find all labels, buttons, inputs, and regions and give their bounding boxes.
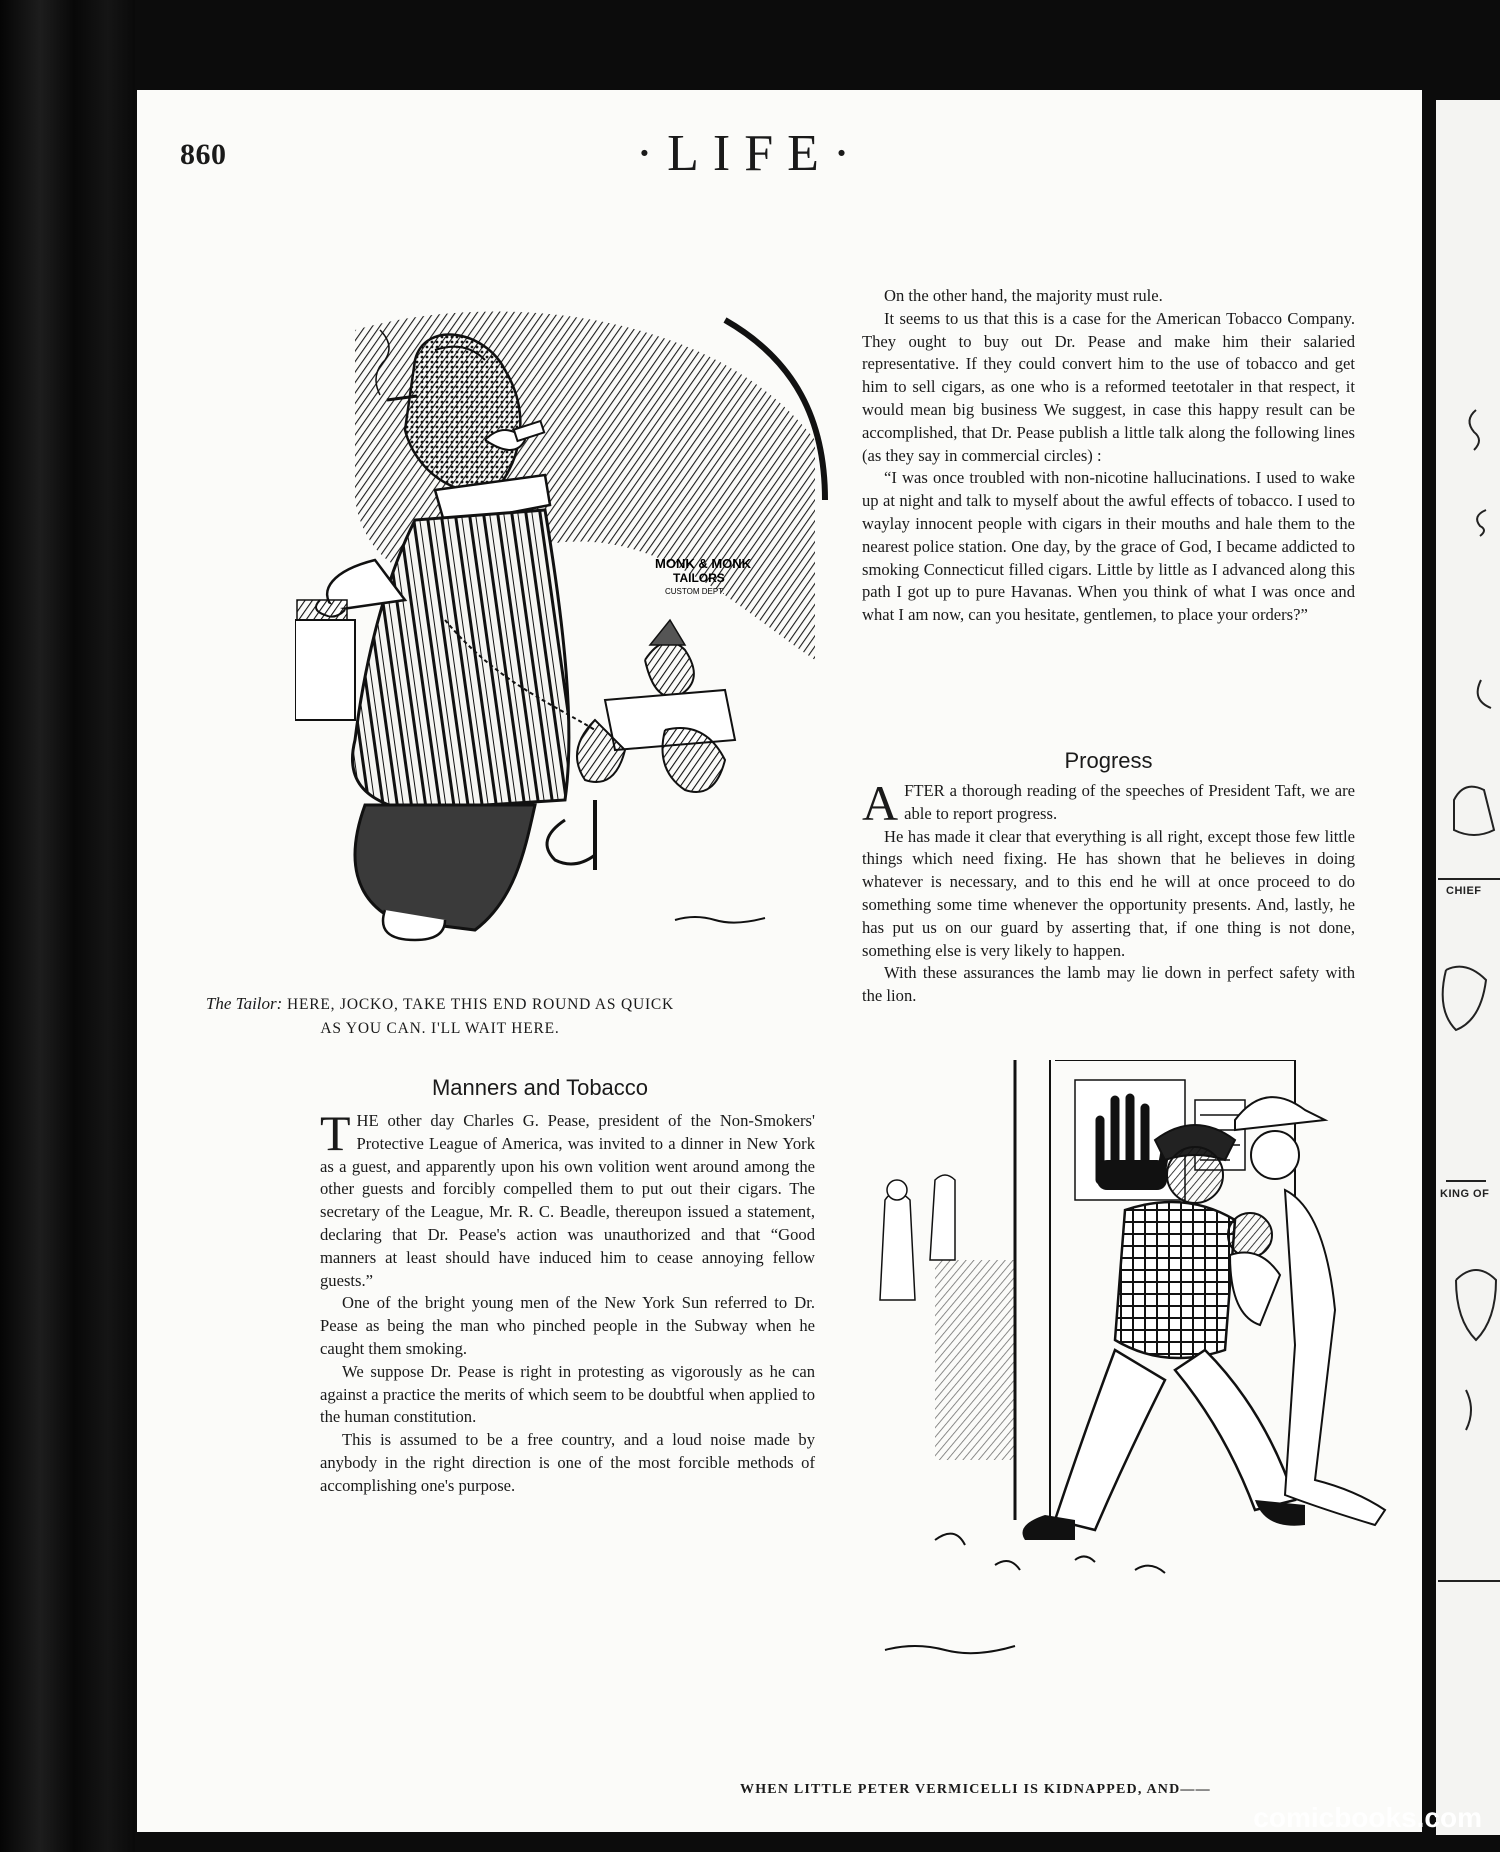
progress-paragraph-3: With these assurances the lamb may lie down in perfect safety with the lion. [862, 963, 1355, 1006]
adjacent-page-fragment [1436, 100, 1500, 1835]
drop-cap-t: T [320, 1105, 351, 1161]
progress-title: Progress [1064, 748, 1153, 773]
adjacent-label-king: KING OF [1440, 1188, 1490, 1200]
kidnapping-caption: WHEN LITTLE PETER VERMICELLI IS KIDNAPPED, AND—— [740, 1782, 1211, 1797]
shop-sign-line-3: CUSTOM DEPT. [665, 587, 725, 596]
tailor-caption [150, 992, 730, 1041]
manners-paragraph-3: We suppose Dr. Pease is right in protesting as vigorously as he can against a practice the merits of which seem to be doubtful when applied to the human constitution. [320, 1361, 815, 1427]
right-paragraph-3: “I was once troubled with non-nicotine hallucinations. I used to wake up at night and talk to myself about the awful effects of tobacco. I used to waylay innocent people with cigars in their mouths and hale them to the nearest police station. One day, by the grace of God, I became addicted to smoking Connecticut filled cigars. Little by little as I advanced along this path I got up to pure Havanas. When you think of what I was once and what I am now, can you hesitate, gentlemen, to place your orders?” [862, 468, 1355, 625]
shop-sign-line-2: TAILORS [673, 571, 725, 585]
adjacent-rule [1438, 1580, 1500, 1582]
masthead: ·LIFE· [635, 125, 865, 182]
adjacent-rule [1446, 1180, 1486, 1182]
manners-paragraph-2: One of the bright young men of the New York Sun referred to Dr. Pease as being the man who pinched people in the Subway when he caught them smoking. [320, 1293, 815, 1358]
drop-cap-a: A [862, 775, 899, 831]
caption-line-2: AS YOU CAN. I'LL WAIT HERE. [320, 1020, 560, 1037]
caption-line-1: HERE, JOCKO, TAKE THIS END ROUND AS QUICK [286, 996, 675, 1013]
progress-paragraph-1: AFTER a thorough reading of the speeches of President Taft, we are able to report progress. [862, 775, 1355, 831]
progress-paragraph-2: He has made it clear that everything is all right, except those few little things which need fixing. He has shown that he believes in doing whatever is necessary, and to this end he will at once proceed to do something some time whenever the opportunity presents. And, lastly, he has put us on our guard by asserting that, if one thing is not done, something else is very likely to happen. [862, 826, 1355, 960]
page-number: 860 [180, 138, 227, 171]
tailor-cartoon [295, 300, 840, 980]
adjacent-rule [1438, 878, 1500, 880]
right-column-text [862, 285, 1355, 627]
manners-paragraph-4: This is assumed to be a free country, and a loud noise made by anybody in the right direction is one of the most forcible methods of accomplishing one's purpose. [320, 1430, 815, 1495]
manners-title: Manners and Tobacco [431, 1075, 649, 1100]
progress-article-body [862, 775, 1355, 1008]
manners-article-body [320, 1105, 815, 1498]
watermark: comicbooks.com [1253, 1802, 1482, 1833]
adjacent-label-chief: CHIEF [1446, 885, 1482, 897]
kidnapping-cartoon [875, 1060, 1415, 1760]
adjacent-page-sketches [1436, 100, 1500, 1835]
right-paragraph-2: It seems to us that this is a case for the American Tobacco Company. They ought to buy out Dr. Pease and make him their salaried representative. If they could convert him to the use of tobacco and get him to sell cigars, as one who is a reformed teetotaler in that respect, it would mean big business We suggest, in case this happy result can be accomplished, that Dr. Pease publish a little talk along the following lines (as they say in commercial circles) : [862, 308, 1355, 465]
manners-paragraph-1: THE other day Charles G. Pease, president of the Non-Smokers' Protective League of America, was invited to a dinner in New York as a guest, and apparently upon his own volition went around among the other guests and forcibly compelled them to put out their cigars. The secretary of the League, Mr. R. C. Beadle, thereupon issued a statement, declaring that Dr. Pease's action was unauthorized and that “Good manners at least should have induced him to cease annoying fellow guests.” [320, 1105, 815, 1290]
shop-sign-line-1: MONK & MONK [655, 556, 752, 571]
caption-speaker: The Tailor: [205, 994, 283, 1013]
right-paragraph-1: On the other hand, the majority must rule. [884, 286, 1163, 305]
scan-border [0, 0, 135, 1852]
